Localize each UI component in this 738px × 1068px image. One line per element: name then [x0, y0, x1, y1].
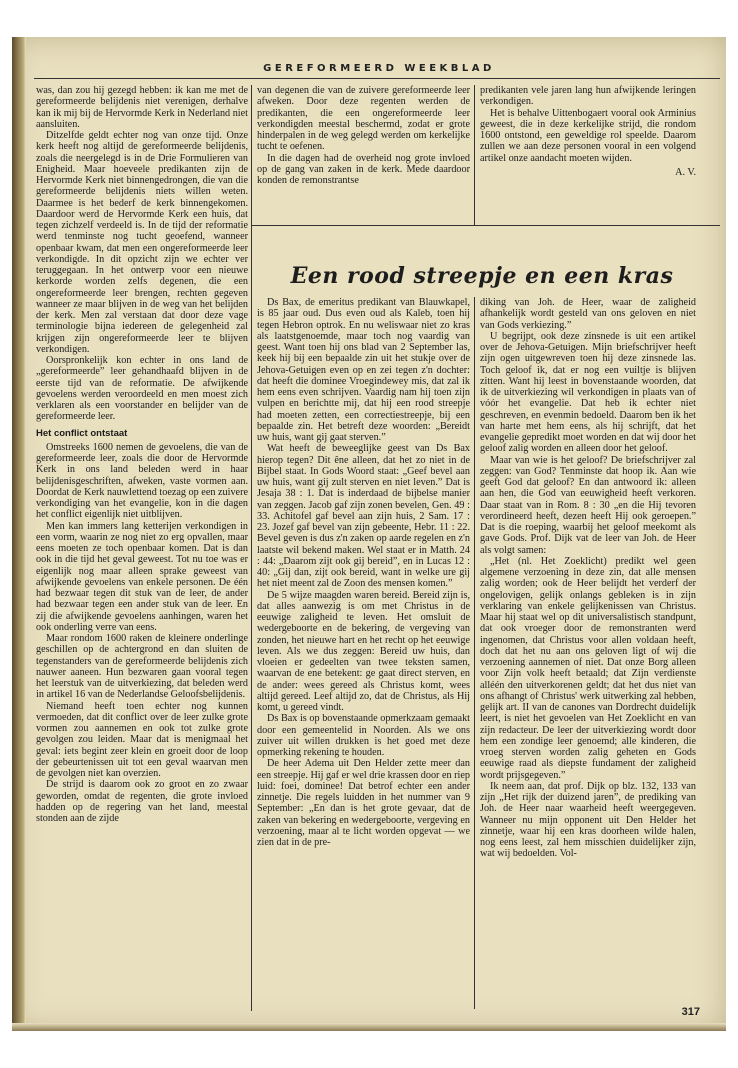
page-number: 317 — [681, 1006, 700, 1018]
right-top-column — [480, 85, 696, 225]
article-paragraph: De 5 wijze maagden waren bereid. Bereid zijn is, dat alles aanwezig is om met Christus in de eeuwige zaligheid te leven. Het omsluit de wedergeboorte en de bekering, de vergeving van zonden, het nieuwe hart en het recht op het eeuwige leven. Als we dus zeggen: Bereid uw huis, dan vloeien er gedeelten van twee teksten samen, waarvan de ene betekent: ge gaat direct sterven, en de ander: wees gereed als Christus komt, wees altijd gereed. Leef altijd zo, dat de Christus, als Hij komt, u gereed vindt. — [257, 589, 470, 713]
right-top-paragraph: Het is behalve Uittenbogaert vooral ook Arminius geweest, die in deze kerkelijke strijd, die rondom 1600 ontstond, een geweldige rol speelde. Daarom zullen we aan deze personen vooral in een volgend artikel onze aandacht moeten wijden. — [480, 107, 696, 164]
left-paragraph: was, dan zou hij gezegd hebben: ik kan me met de gereformeerde belijdenis niet verenigen, derhalve kan ik mij bij de Hervormde Kerk in Nederland niet aansluiten. — [36, 85, 248, 130]
left-paragraph: Maar rondom 1600 raken de kleinere onderlinge geschillen op de achtergrond en dan sluiten de tegenstanders van de gereformeerde belijdenis zich nauwer aaneen. Hun bezwaren gaan vooral tegen het leerstuk van de uitverkiezing, dat beleden werd in artikel 16 van de Nederlandse Geloofsbelijdenis. — [36, 633, 248, 701]
right-top-paragraph: predikanten vele jaren lang hun afwijkende leringen verkondigen. — [480, 85, 696, 108]
article-paragraph: U begrijpt, ook deze zinsnede is uit een artikel over de Jehova-Getuigen. Mijn briefschrijver heeft zijn ogen uitgewreven toen hij deze zinsnede las. Toch geloof ik, dat er nog een vuiltje is blijven zitten. Want hij leest in bovenstaande woorden, dat ik de uitverkiezing wil verkondigen in plaats van of vóór het evangelie. Dat heb ik echter niet geschreven, en evenmin bedoeld. Daarom ben ik het van harte met hem eens, als hij schrijft, dat het evangelie gepredikt moet worden en dat wij door het geloof zalig worden en alleen door het geloof. — [480, 330, 696, 455]
left-paragraph: Omstreeks 1600 nemen de gevoelens, die van de gereformeerde leer, zoals die door de Hervormde Kerk in ons land beleden werd in haar belijdenisgeschriften, afweken, vaste vormen aan. Doordat de Kerk nauwlettend toezag op een zuivere verkondiging van het evangelie, kon in die dagen het conflict eigenlijk niet uitblijven. — [36, 441, 248, 521]
column-divider-article — [474, 297, 475, 1009]
middle-top-column — [257, 85, 470, 225]
left-column — [36, 85, 248, 1010]
magazine-page — [12, 37, 726, 1031]
left-paragraph: De strijd is daarom ook zo groot en zo zwaar geworden, omdat de regenten, die grote invloed hadden op de regering van het land, meestal stonden aan de zijde — [36, 779, 248, 824]
book-spine-shadow — [12, 37, 26, 1031]
page-bottom-edge — [12, 1023, 726, 1031]
article-paragraph: Maar van wie is het geloof? De briefschrijver zal zeggen: van God? Tenminste dat hoop ik. Aan wie geeft God dat geloof? En dan antwoord ik: alleen aan hen, die God van eeuwigheid heeft verkoren. Daar staat van in Rom. 8 : 30 „en die Hij tevoren verordineerd heeft, dezen heeft Hij ook geroepen.” Dat is die roeping, waarbij het geloof meekomt als gave Gods. Prof. Dijk vat de leer van Joh. de Heer als volgt samen: — [480, 454, 696, 556]
running-header: GEREFORMEERD WEEKBLAD — [263, 63, 495, 74]
left-paragraph: Men kan immers lang ketterijen verkondigen in een vorm, waarin ze nog niet zo erg opvallen, maar eens moeten ze toch openbaar komen. Dat is dan ook in die tijd het geval geweest. Tot nu toe was er eigenlijk nog maar alleen sprake geweest van afwijkende gevoelens van enkele personen. De één had bezwaar tegen dit stuk van de leer, de ander had bezwaar tegen een ander stuk van de leer. En zij die afwijkende gevoelens aanhingen, waren het ook onderling verre van eens. — [36, 520, 248, 633]
article-paragraph: diking van Joh. de Heer, waar de zaligheid afhankelijk wordt gesteld van ons geloven en niet van Gods verkiezing.” — [480, 297, 696, 331]
article-paragraph: De heer Adema uit Den Helder zette meer dan een streepje. Hij gaf er wel drie krassen door en riep luid: foei, dominee! Dat betrof echter een ander zinnetje. Die regels luidden in het nummer van 9 September: „En dan is het grote gevaar, dat de zaken van bekering en wedergeboorte, vergeving en verzoening, maar al te licht worden opgevat — we zien dat in de pre- — [257, 758, 470, 848]
article-paragraph: Wat heeft de beweeglijke geest van Ds Bax hierop tegen? Dit êne alleen, dat het zo niet in de Bijbel staat. In Gods Woord staat: „Geef bevel aan uw huis, want gij zult sterven en niet leven.” Dat is Jesaja 38 : 1. Dat is inderdaad de bijbelse manier van zeggen. Jacob gaf zijn zonen bevelen, Gen. 49 : 33. Achitofel gaf bevel aan zijn huis, 2 Sam. 17 : 23. Jozef gaf bevel van zijn gebeente, Hebr. 11 : 22. Bevel geven is dus z'n zaken op aarde regelen en z'n laatste wil bekend maken. Wel staat er in Matth. 24 : 44: „Daarom zijt ook gij bereid”, en in Lucas 12 : 40: „Gij dan, zijt ook bereid, want in welke ure gij het niet meent zal de Zoon des mensen komen.” — [257, 443, 470, 590]
article-paragraph: Ds Bax is op bovenstaande opmerkzaam gemaakt door een gemeentelid in Noorden. Als we ons zuiver uit willen drukken is het goed met deze opmerking rekening te houden. — [257, 713, 470, 758]
article-paragraph: Ds Bax, de emeritus predikant van Blauwkapel, is 85 jaar oud. Dus even oud als Kaleb, toen hij tegen Hebron optrok. En nu weliswaar niet zo kras als laatstgenoemde, maar toch nog vaardig van geest. Want toen hij ons blad van 2 September las, keek hij bij een bepaalde zin uit het stukje over de Jehova-Getuigen even op en zei tegen z'n dochter: dat heeft die dominee Vroegindewey mis, dat zal ik hem eens even schrijven. Vaardig nam hij toen zijn vulpen en berichtte mij, dat hij een rood streepje had moeten zetten, een correctiestreepje, bij een bepaalde zin. Het betreft deze woorden: „Bereidt uw huis, want gij gaat sterven.” — [257, 297, 470, 443]
article-right-column — [480, 297, 696, 1009]
author-signature: A. V. — [675, 166, 696, 178]
article-title: Een rood streepje en een kras — [290, 263, 674, 289]
left-paragraph: Ditzelfde geldt echter nog van onze tijd. Onze kerk heeft nog altijd de gereformeerde belijdenis, zoals die neergelegd is in de Drie Formulieren van Enigheid. Maar hoeveele predikanten zijn de Hervormde Kerk niet binnengedrongen, die van die gereformeerde belijdenis niets willen weten. Daarmee is het bederf de kerk binnengekomen. Daardoor werd de Hervormde Kerk een huis, dat tegen zichzelf verdeeld is. In de tijd der reformatie werd tenminste nog tucht geoefend, wanneer openbaar kwam, dat men een ongereformeerde leer verkondigde. In dit opzicht zijn we echter ver teruggegaan. In het ontwerp voor een nieuwe kerkorde worden zelfs degenen, die een ongereformeerde leer brengen, rechten gegeven wanneer ze maar blijven in de weg van het belijden der kerk. Men zal verstaan dat door deze vage terminologie bijna iedereen de gelegenheid zal krijgen zijn ongereformeerde leer te blijven verkondigen. — [36, 130, 248, 355]
middle-top-paragraph: van degenen die van de zuivere gereformeerde leer afweken. Door deze regenten werden de predikanten, die een ongereformeerde leer verkondigden meestal beschermd, zodat er grote hinderpalen in de weg gelegd werden om kerkelijke tucht te oefenen. — [257, 85, 470, 153]
middle-top-paragraph: In die dagen had de overheid nog grote invloed op de gang van zaken in de kerk. Mede daardoor konden de remonstrantse — [257, 152, 470, 186]
column-divider-top — [474, 85, 475, 225]
article-middle-column — [257, 297, 470, 1009]
article-paragraph: Ik neem aan, dat prof. Dijk op blz. 132, 133 van zijn „Het rijk der duizend jaren”, de prediking van Joh. de Heer naar waarheid heeft weergegeven. Wanneer nu mijn opponent uit Den Helder het zinnetje, waar hij een kras doorheen wilde halen, nog eens leest, zal hem misschien duidelijker zijn, wat wij bedoelden. Vol- — [480, 780, 696, 860]
left-paragraph: Oorspronkelijk kon echter in ons land de „gereformeerde” leer gehandhaafd blijven in de eerste tijd van de reformatie. De afwijkende gevoelens werden veroordeeld en men moest zich verklaren als een voorstander en belijder van de gereformeerde leer. — [36, 355, 248, 423]
left-paragraph: Niemand heeft toen echter nog kunnen vermoeden, dat dit conflict over de leer zulke grote vormen zou aannemen en ook tot zulke grote gevolgen zou leiden. Maar dat is menigmaal het geval: iets begint zeer klein en groeit door de loop der gebeurtenissen uit tot een geval waarvan men de gevolgen niet kan overzien. — [36, 700, 248, 779]
article-separator — [252, 225, 720, 226]
article-paragraph: „Het (nl. Het Zoeklicht) predikt wel geen algemene verzoening in deze zin, dat alle mensen zalig worden; ook de Heer belijdt het verderf der ongelovigen, gelijk onlangs gebleken is in zijn verklaring van enkele gelijkenissen van Christus. Maar hij staat wel op dit universalistisch standpunt, dat ook vroeger door de remonstranten werd ingenomen, dat Christus voor allen voldaan heeft, doch dat het nu aan ons geloven ligt of wij die verzoening aannemen of niet. Dat onze Borg alleen voor Zijn volk heeft betaald; dat Zijn verdienste alléén den uitverkorenen geldt; dat het dus niet van ons afhangt of Christus' werk uitwerking zal hebben, gelijk art. II van de canones van Dordrecht duidelijk leert, is niet het gevoelen van Het Zoeklicht en van zijn redacteur. De leer der uitverkiezing wordt door hem een zondige leer genoemd; alle kinderen, die vroeg sterven worden zalig geheten en Gods eeuwige raad als diepste fundament der zaligheid wordt prijsgegeven.” — [480, 555, 696, 781]
section-heading: Het conflict ontstaat — [36, 427, 128, 439]
column-divider-left — [251, 85, 252, 1011]
header-rule — [34, 78, 720, 79]
